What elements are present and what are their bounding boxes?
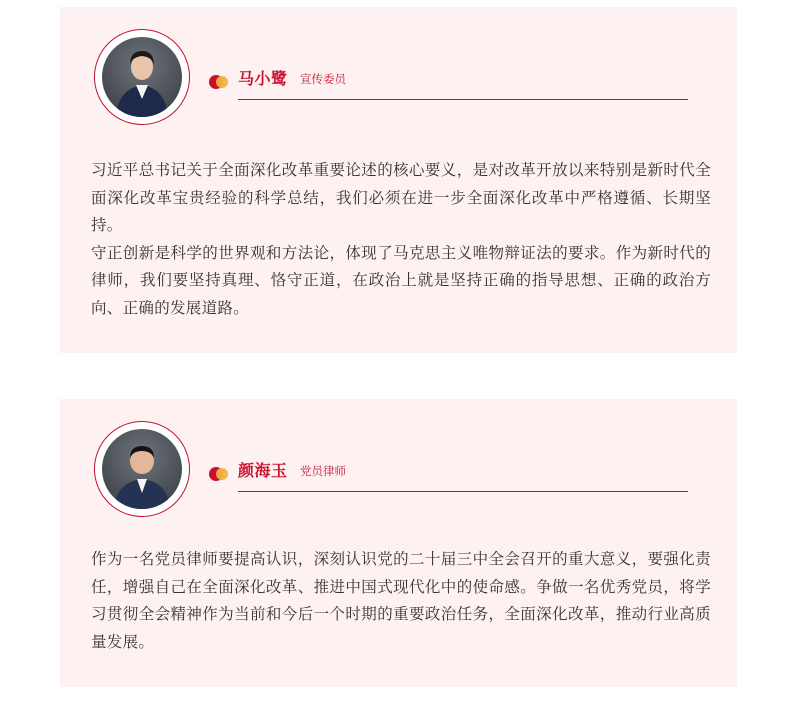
profile-role: 党员律师 [300, 464, 346, 478]
header-divider [238, 491, 688, 492]
profile-statement [91, 546, 711, 656]
paragraph: 守正创新是科学的世界观和方法论，体现了马克思主义唯物辩证法的要求。作为新时代的律师，我们要坚持真理、恪守正道，在政治上就是坚持正确的指导思想、正确的政治方向、正确的发展道路。 [91, 243, 711, 317]
avatar-ring [94, 29, 190, 125]
double-dot-icon [208, 74, 230, 90]
paragraph: 作为一名党员律师要提高认识，深刻认识党的二十届三中全会召开的重大意义，要强化责任，增强自己在全面深化改革、推进中国式现代化中的使命感。争做一名优秀党员，将学习贯彻全会精神作为当前和今后一个时期的重要政治任务，全面深化改革，推动行业高质量发展。 [91, 550, 711, 651]
avatar [102, 429, 182, 509]
avatar [102, 37, 182, 117]
double-dot-icon [208, 466, 230, 482]
profile-card [60, 399, 737, 687]
profile-header [208, 456, 688, 492]
profile-card [60, 7, 737, 353]
profile-header [208, 64, 688, 100]
profile-role: 宣传委员 [300, 72, 346, 86]
avatar-ring [94, 421, 190, 517]
paragraph: 习近平总书记关于全面深化改革重要论述的核心要义，是对改革开放以来特别是新时代全面深化改革宝贵经验的科学总结，我们必须在进一步全面深化改革中严格遵循、长期坚持。 [91, 161, 711, 234]
header-divider [238, 99, 688, 100]
profile-name: 颜海玉 [238, 461, 288, 480]
profile-name: 马小鹭 [238, 69, 288, 88]
profile-statement [91, 157, 711, 322]
